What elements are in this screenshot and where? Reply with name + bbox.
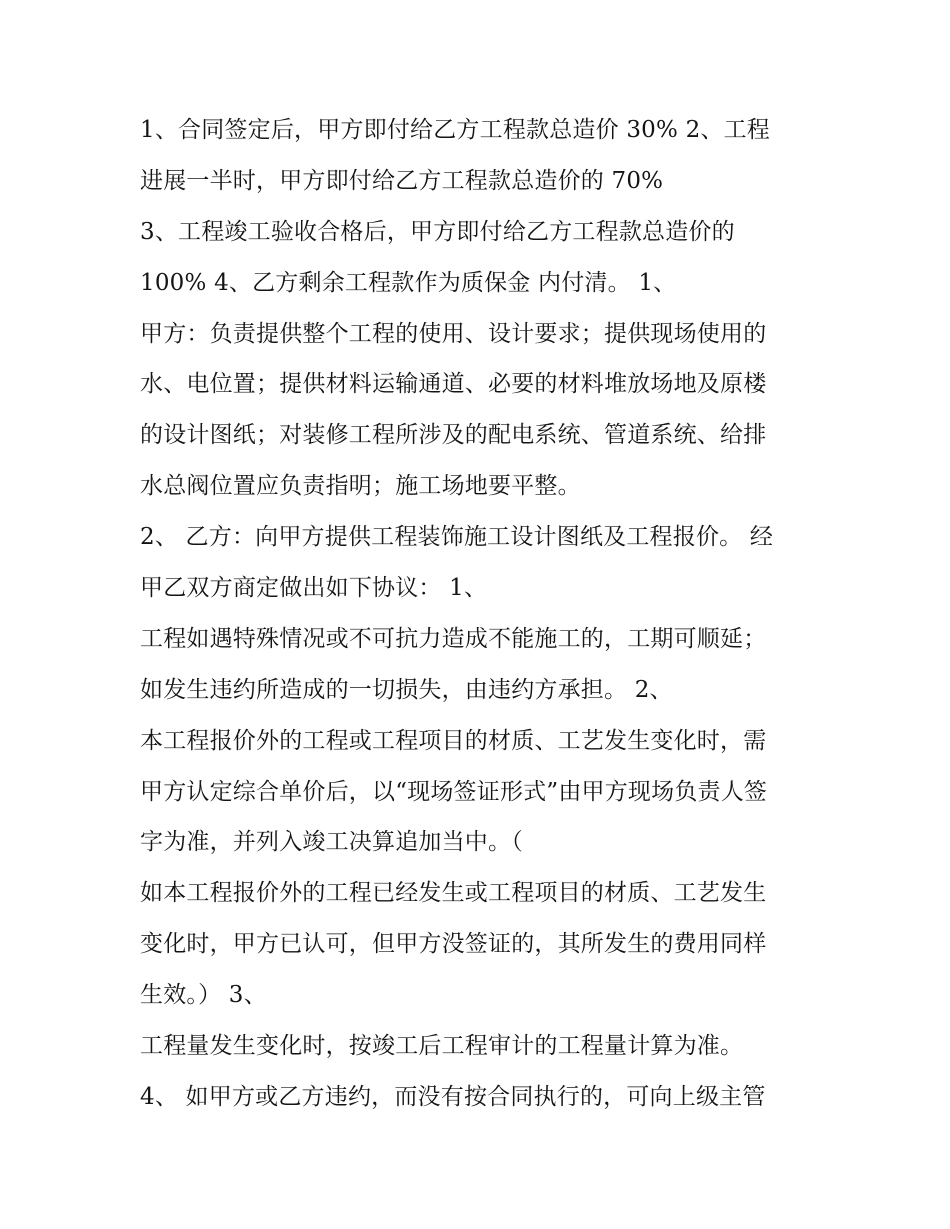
contract-text-block [140, 105, 840, 1123]
text-line-8: 水总阀位置应负责指明；施工场地要平整。 [140, 473, 581, 500]
text-line-9: 2、 乙方：向甲方提供工程装饰施工设计图纸及工程报价。 经 [140, 524, 774, 551]
text-line-12: 如发生违约所造成的一切损失，由违约方承担。 2、 [140, 676, 673, 703]
text-line-10: 甲乙双方商定做出如下协议： 1、 [140, 575, 488, 602]
text-line-15: 字为准，并列入竣工决算追加当中。（ [140, 829, 523, 856]
text-line-6: 水、电位置；提供材料运输通道、必要的材料堆放场地及原楼 [140, 371, 767, 398]
text-line-17: 变化时，甲方已认可，但甲方没签证的，其所发生的费用同样 [140, 931, 767, 958]
text-line-16: 如本工程报价外的工程已经发生或工程项目的材质、工艺发生 [140, 880, 767, 907]
text-line-11: 工程如遇特殊情况或不可抗力造成不能施工的，工期可顺延； [140, 625, 767, 652]
text-line-3: 3、工程竣工验收合格后，甲方即付给乙方工程款总造价的 [140, 218, 735, 245]
text-line-13: 本工程报价外的工程或工程项目的材质、工艺发生变化时，需 [140, 727, 767, 754]
text-line-20: 4、 如甲方或乙方违约，而没有按合同执行的，可向上级主管 [140, 1083, 766, 1110]
text-line-4: 100% 4、乙方剩余工程款作为质保金 内付清。 1、 [140, 269, 677, 296]
text-line-1: 1、合同签定后，甲方即付给乙方工程款总造价 30% 2、工程 [140, 117, 771, 143]
text-line-18: 生效。） 3、 [140, 982, 267, 1009]
text-line-19: 工程量发生变化时，按竣工后工程审计的工程量计算为准。 [140, 1033, 744, 1060]
text-line-2: 进展一半时，甲方即付给乙方工程款总造价的 70% [140, 167, 664, 194]
text-line-5: 甲方：负责提供整个工程的使用、设计要求；提供现场使用的 [140, 320, 767, 347]
text-line-14: 甲方认定综合单价后，以“现场签证形式”由甲方现场负责人签 [140, 778, 768, 805]
text-line-7: 的设计图纸；对装修工程所涉及的配电系统、管道系统、给排 [140, 422, 767, 449]
